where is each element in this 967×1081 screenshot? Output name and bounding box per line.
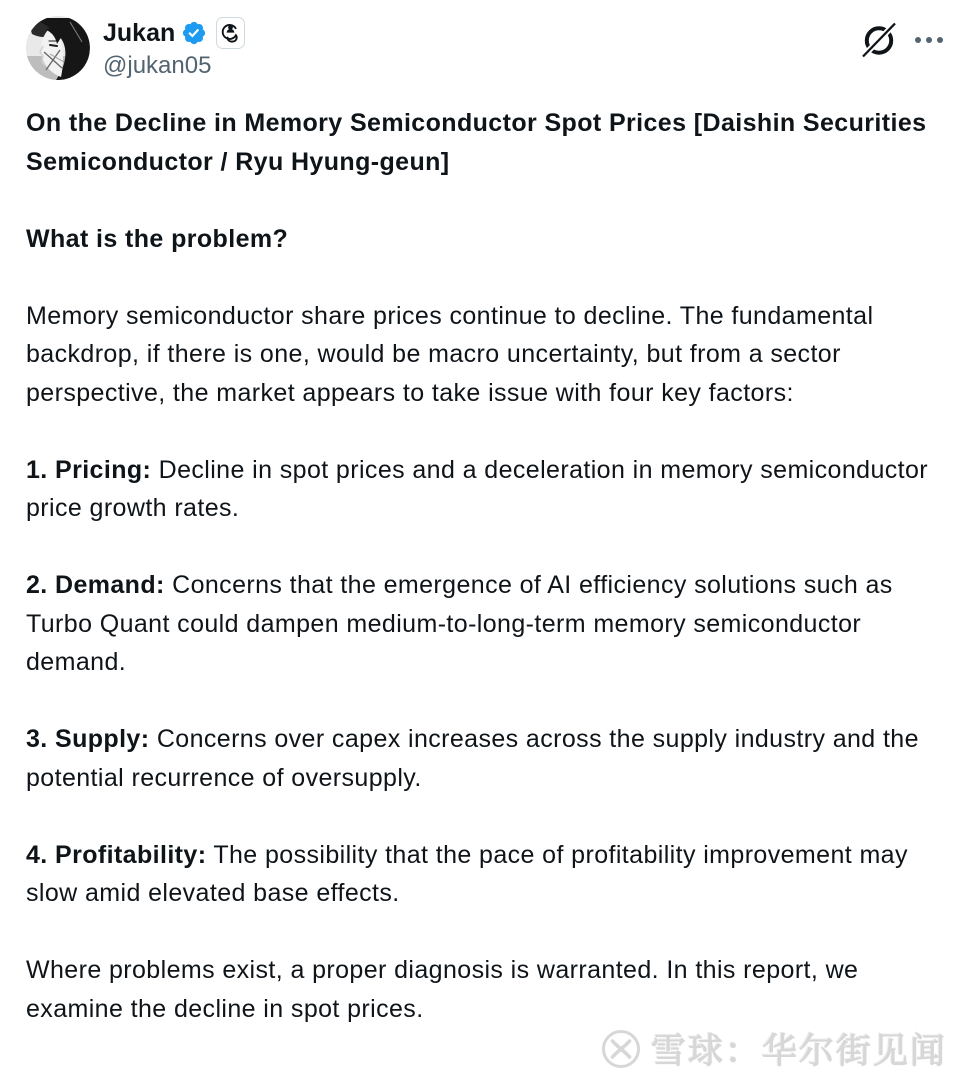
tweet-outro: Where problems exist, a proper diagnosis is warranted. In this report, we examine the decline in spot prices.: [26, 956, 859, 1023]
affiliate-badge[interactable]: [216, 17, 245, 49]
tweet-body: [26, 104, 938, 1067]
person-at-glyph-icon: [221, 22, 240, 45]
tweet-item-supply: [26, 720, 938, 797]
item-label: 3. Supply:: [26, 725, 150, 753]
header-actions: [860, 21, 943, 59]
tweet-intro: Memory semiconductor share prices continue to decline. The fundamental backdrop, if there is one, would be macro uncertainty, but from a sector perspective, the market appears to take issue with four key factors:: [26, 301, 874, 407]
ellipsis-icon: [915, 37, 943, 43]
grok-button[interactable]: [860, 21, 898, 59]
item-text: The possibility that the pace of profitability improvement may slow amid elevated base effects.: [26, 840, 908, 907]
tweet-item-profitability: [26, 836, 938, 913]
name-row: [103, 16, 245, 50]
more-menu-button[interactable]: [915, 37, 943, 43]
item-label: 2. Demand:: [26, 571, 165, 599]
display-name[interactable]: Jukan: [103, 18, 176, 47]
item-text: Decline in spot prices and a deceleration in memory semiconductor price growth rates.: [26, 455, 929, 522]
verified-badge-icon: [181, 20, 207, 46]
tweet-title: On the Decline in Memory Semiconductor Spot Prices [Daishin Securities Semiconductor / Ryu Hyung-geun]: [26, 109, 927, 176]
avatar[interactable]: [26, 16, 90, 80]
item-text: Concerns over capex increases across the supply industry and the potential recurrence of oversupply.: [26, 725, 919, 792]
item-label: 4. Profitability:: [26, 840, 207, 869]
tweet-item-pricing: [26, 451, 938, 528]
tweet-item-demand: [26, 566, 938, 682]
watermark-text: 雪球：华尔街见闻: [650, 1032, 947, 1071]
avatar-art-anime-profile: [26, 16, 90, 80]
item-label: 1. Pricing:: [26, 455, 152, 484]
tweet-header: [26, 16, 943, 82]
grok-icon: [860, 21, 898, 59]
tweet-question: What is the problem?: [26, 224, 289, 253]
item-text: Concerns that the emergence of AI efficiency solutions such as Turbo Quant could dampen medium-to-long-term memory semiconductor demand.: [26, 571, 893, 676]
user-identity: [103, 16, 245, 81]
user-handle[interactable]: @jukan05: [103, 52, 212, 79]
